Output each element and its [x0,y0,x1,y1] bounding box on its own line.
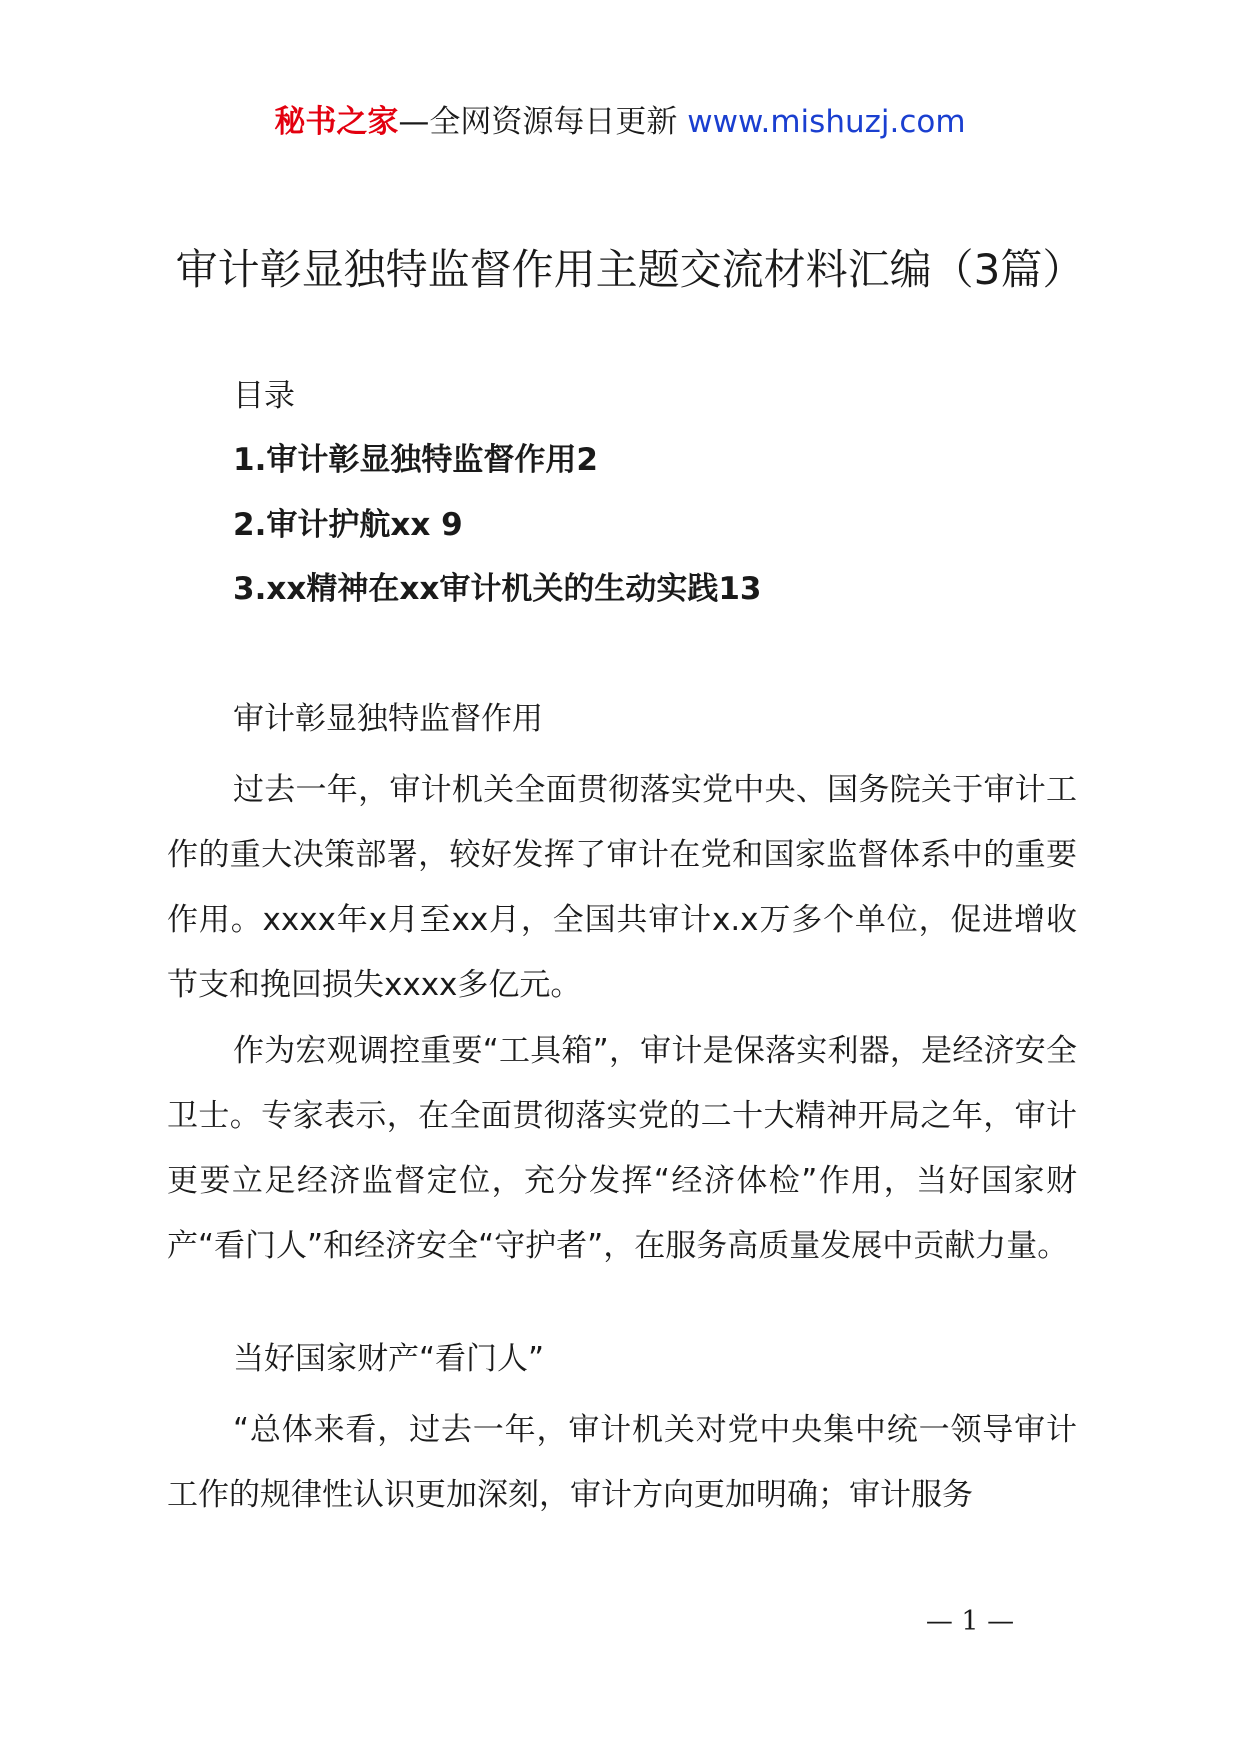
body-paragraph: “总体来看，过去一年，审计机关对党中央集中统一领导审计工作的规律性认识更加深刻，审计方向更加明确；审计服务 [167,1412,1077,1513]
sub-heading: 当好国家财产“看门人” [233,1341,545,1377]
body-paragraph: 过去一年，审计机关全面贯彻落实党中央、国务院关于审计工作的重大决策部署，较好发挥了审计在党和国家监督体系中的重要作用。xxxx年x月至xx月，全国共审计x.x万多个单位，促进增收节支和挽回损失xxxx多亿元。 [167,772,1077,1003]
body-paragraph: 作为宏观调控重要“工具箱”，审计是保落实利器，是经济安全卫士。专家表示，在全面贯彻落实党的二十大精神开局之年，审计更要立足经济监督定位，充分发挥“经济体检”作用，当好国家财产“看门人”和经济安全“守护者”，在服务高质量发展中贡献力量。 [167,1033,1077,1264]
site-tagline: —全网资源每日更新 [398,104,688,140]
site-brand: 秘书之家 [274,104,399,140]
toc-item[interactable]: 3.xx精神在xx审计机关的生动实践13 [233,571,762,607]
section-title: 审计彰显独特监督作用 [233,701,543,737]
document-title: 审计彰显独特监督作用主题交流材料汇编（3篇） [175,245,1085,294]
site-header [0,100,1240,144]
page-number: — 1 — [925,1606,1015,1637]
toc-heading: 目录 [233,378,295,414]
toc-item[interactable]: 2.审计护航xx 9 [233,507,463,543]
toc-item[interactable]: 1.审计彰显独特监督作用2 [233,442,598,478]
site-url-link[interactable]: www.mishuzj.com [687,104,966,140]
